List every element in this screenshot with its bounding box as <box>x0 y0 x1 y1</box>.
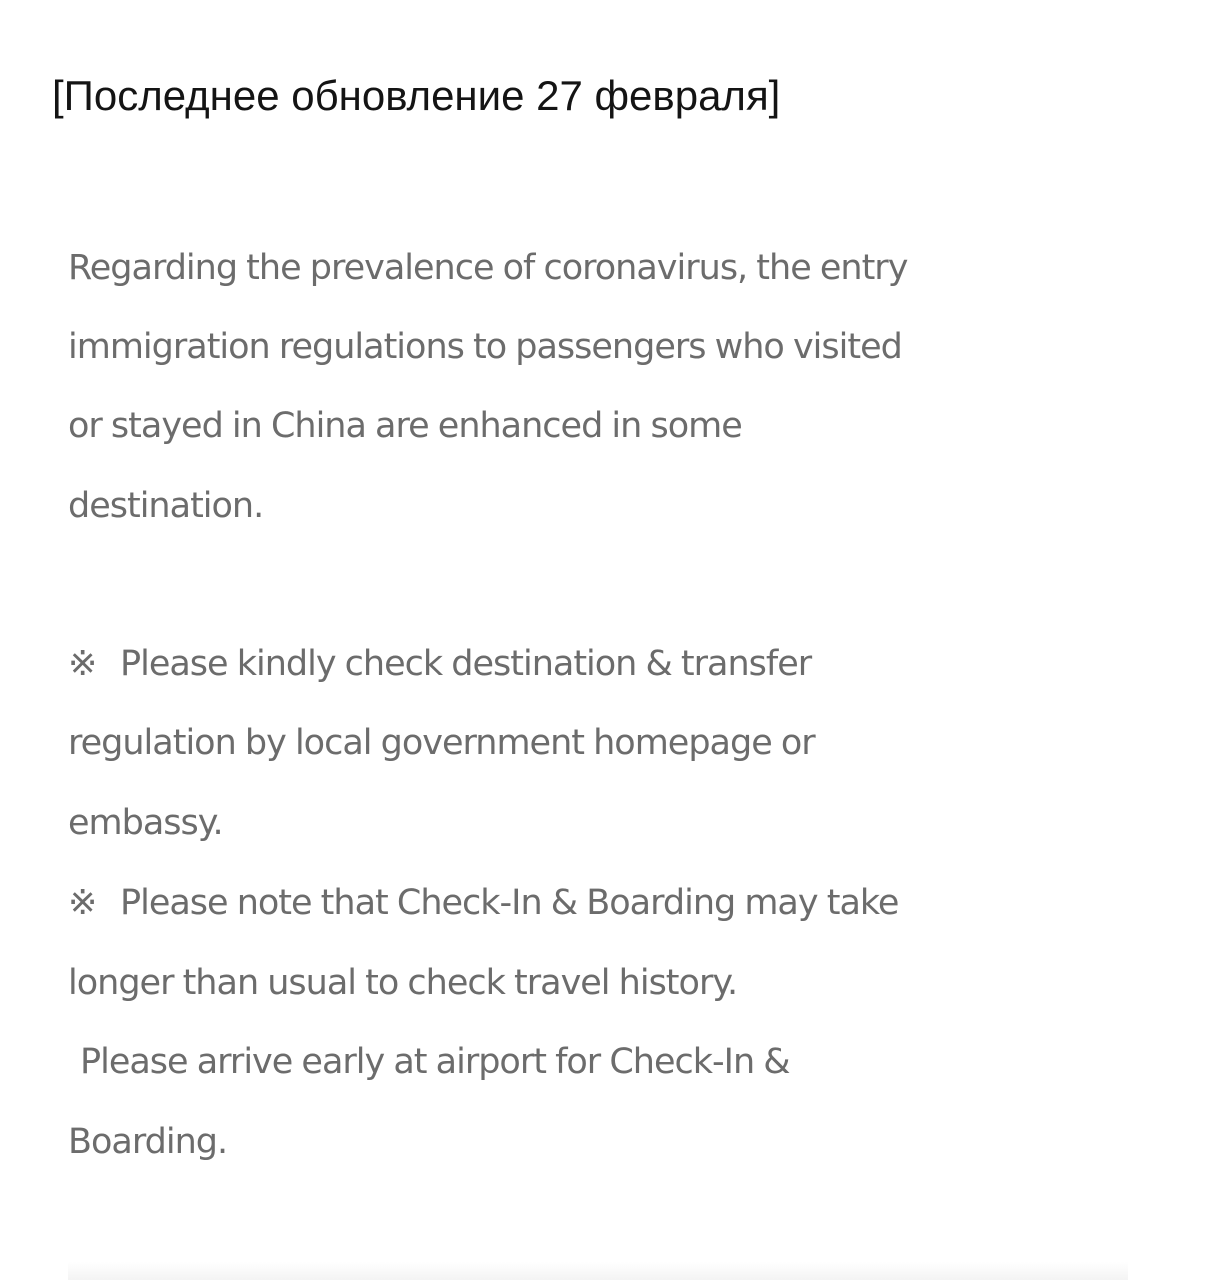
paragraph-line: Regarding the prevalence of coronavirus, the entry <box>68 248 908 288</box>
note-line: Please arrive early at airport for Check-In & <box>80 1042 790 1082</box>
note-line: embassy. <box>68 803 223 843</box>
paragraph-line: immigration regulations to passengers who visited <box>68 327 902 367</box>
paragraph-line: destination. <box>68 486 264 526</box>
reference-mark-icon: ※ <box>68 883 97 923</box>
note-text: Please kindly check destination & transfer <box>120 644 812 684</box>
paragraph-line: or stayed in China are enhanced in some <box>68 406 742 446</box>
note-text: Please note that Check-In & Boarding may take <box>120 883 899 923</box>
note-line: longer than usual to check travel history. <box>68 963 738 1003</box>
note-line: regulation by local government homepage or <box>68 723 815 763</box>
note-check-regulations <box>68 639 811 689</box>
note-line: Boarding. <box>68 1122 228 1162</box>
cropped-text-edge <box>68 1262 1128 1280</box>
reference-mark-icon: ※ <box>68 644 97 684</box>
note-checkin-delay <box>68 878 898 928</box>
last-updated-heading: [Последнее обновление 27 февраля] <box>52 72 781 119</box>
